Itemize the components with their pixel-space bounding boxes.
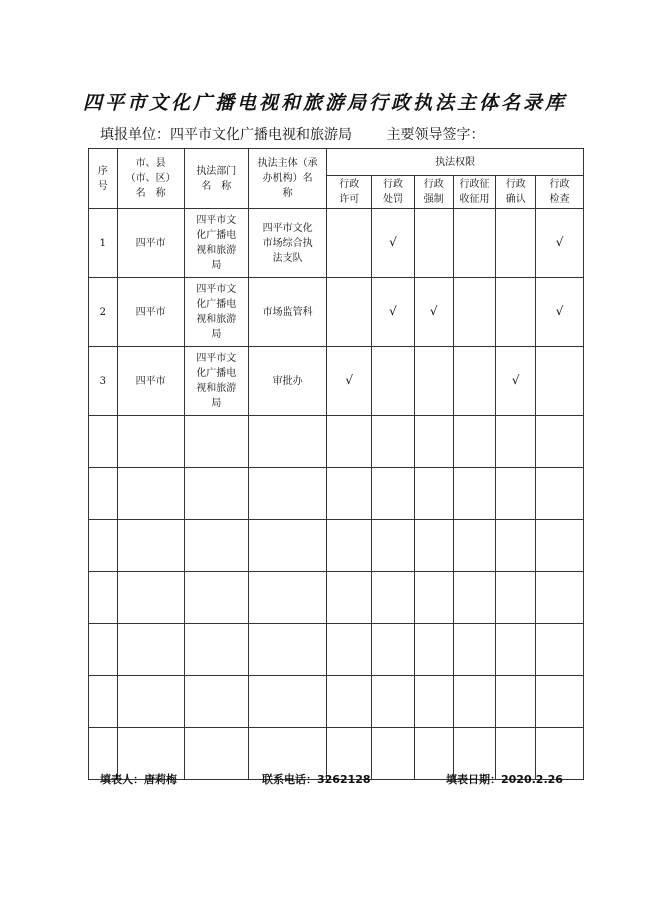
empty-row [89, 416, 584, 468]
check-mark: √ [429, 304, 438, 318]
table-row [89, 347, 584, 416]
empty-cell [372, 468, 415, 520]
empty-cell [184, 572, 248, 624]
row-city: 四平市 [117, 209, 184, 278]
empty-cell [184, 468, 248, 520]
header-city: 市、县（市、区）名 称 [117, 149, 184, 209]
power-cell [453, 209, 496, 278]
empty-cell [372, 676, 415, 728]
empty-cell [414, 416, 453, 468]
row-subject: 市场监管科 [248, 278, 326, 347]
empty-cell [327, 520, 372, 572]
empty-cell [496, 520, 536, 572]
empty-cell [414, 624, 453, 676]
header-power: 行政处罚 [372, 176, 415, 209]
power-cell [372, 347, 415, 416]
empty-cell [89, 468, 118, 520]
row-dept: 四平市文化广播电视和旅游局 [184, 278, 248, 347]
empty-cell [184, 676, 248, 728]
row-seq: 2 [89, 278, 118, 347]
filling-info [100, 124, 484, 144]
empty-cell [184, 416, 248, 468]
page-title: 四平市文化广播电视和旅游局行政执法主体名录库 [82, 92, 567, 114]
footer-date: 填表日期：2020.2.26 [446, 773, 563, 786]
header-power: 行政强制 [414, 176, 453, 209]
check-mark: √ [511, 373, 520, 387]
header-power: 行政许可 [327, 176, 372, 209]
check-mark: √ [389, 304, 397, 318]
empty-cell [536, 676, 584, 728]
empty-cell [372, 520, 415, 572]
empty-cell [372, 624, 415, 676]
empty-cell [453, 676, 496, 728]
empty-cell [117, 572, 184, 624]
power-cell [327, 278, 372, 347]
empty-cell [496, 676, 536, 728]
power-cell [372, 278, 415, 347]
power-cell [536, 347, 584, 416]
row-subject: 四平市文化市场综合执法支队 [248, 209, 326, 278]
empty-cell [496, 468, 536, 520]
row-dept: 四平市文化广播电视和旅游局 [184, 347, 248, 416]
empty-row [89, 572, 584, 624]
header-subject: 执法主体（承办机构）名 称 [248, 149, 326, 209]
footer-filler: 填表人：唐莉梅 [100, 773, 177, 786]
power-cell [496, 347, 536, 416]
empty-cell [184, 728, 248, 780]
empty-row [89, 468, 584, 520]
power-cell [453, 278, 496, 347]
empty-row [89, 676, 584, 728]
empty-cell [536, 520, 584, 572]
empty-cell [414, 468, 453, 520]
check-mark: √ [555, 304, 564, 318]
empty-cell [117, 468, 184, 520]
empty-cell [248, 520, 326, 572]
footer-phone: 联系电话：3262128 [262, 773, 371, 786]
filling-unit-label: 填报单位： [100, 127, 170, 143]
check-mark: √ [345, 373, 354, 387]
empty-cell [248, 624, 326, 676]
row-seq: 1 [89, 209, 118, 278]
empty-cell [372, 416, 415, 468]
empty-cell [496, 416, 536, 468]
empty-cell [536, 416, 584, 468]
empty-cell [372, 572, 415, 624]
empty-cell [414, 676, 453, 728]
empty-cell [89, 624, 118, 676]
empty-cell [536, 572, 584, 624]
filling-unit: 四平市文化广播电视和旅游局 [170, 127, 352, 143]
empty-cell [414, 520, 453, 572]
power-cell [536, 278, 584, 347]
empty-row [89, 520, 584, 572]
empty-cell [248, 468, 326, 520]
empty-cell [89, 676, 118, 728]
power-cell [327, 209, 372, 278]
empty-cell [453, 572, 496, 624]
header-power: 行政检查 [536, 176, 584, 209]
power-cell [414, 278, 453, 347]
leader-sign-label: 主要领导签字： [386, 127, 485, 143]
power-cell [496, 278, 536, 347]
check-mark: √ [555, 235, 564, 249]
header-authority: 执法权限 [327, 149, 584, 176]
power-cell [496, 209, 536, 278]
power-cell [414, 347, 453, 416]
check-mark: √ [389, 235, 397, 249]
row-subject: 审批办 [248, 347, 326, 416]
header-power: 行政确认 [496, 176, 536, 209]
power-cell [536, 209, 584, 278]
empty-cell [89, 416, 118, 468]
header-power: 行政征收征用 [453, 176, 496, 209]
roster-table [88, 148, 584, 780]
empty-cell [117, 520, 184, 572]
row-city: 四平市 [117, 278, 184, 347]
power-cell [414, 209, 453, 278]
empty-cell [536, 624, 584, 676]
empty-cell [248, 416, 326, 468]
empty-cell [89, 572, 118, 624]
empty-cell [496, 572, 536, 624]
empty-cell [117, 676, 184, 728]
empty-cell [184, 520, 248, 572]
empty-cell [453, 416, 496, 468]
table-row [89, 278, 584, 347]
power-cell [372, 209, 415, 278]
empty-cell [117, 416, 184, 468]
empty-cell [248, 572, 326, 624]
row-seq: 3 [89, 347, 118, 416]
row-city: 四平市 [117, 347, 184, 416]
empty-cell [496, 624, 536, 676]
empty-cell [372, 728, 415, 780]
empty-cell [414, 572, 453, 624]
empty-cell [327, 468, 372, 520]
empty-cell [89, 520, 118, 572]
header-seq: 序号 [89, 149, 118, 209]
power-cell [453, 347, 496, 416]
empty-cell [327, 416, 372, 468]
header-dept: 执法部门名 称 [184, 149, 248, 209]
empty-cell [453, 468, 496, 520]
empty-cell [536, 468, 584, 520]
empty-cell [117, 624, 184, 676]
empty-cell [327, 676, 372, 728]
empty-cell [453, 520, 496, 572]
row-dept: 四平市文化广播电视和旅游局 [184, 209, 248, 278]
empty-row [89, 624, 584, 676]
empty-cell [248, 676, 326, 728]
power-cell [327, 347, 372, 416]
empty-cell [327, 572, 372, 624]
empty-cell [184, 624, 248, 676]
table-row [89, 209, 584, 278]
empty-cell [327, 624, 372, 676]
empty-cell [453, 624, 496, 676]
